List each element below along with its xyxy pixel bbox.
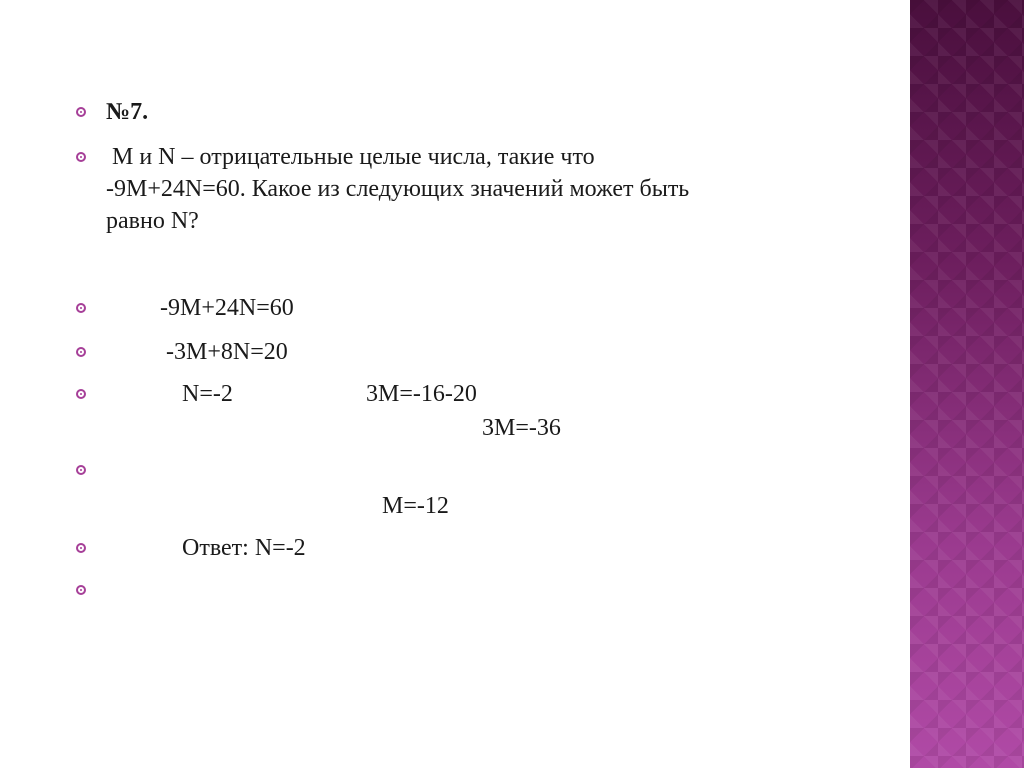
slide-content bbox=[76, 0, 896, 768]
statement-line-3: равно N? bbox=[106, 208, 199, 234]
bullet-icon bbox=[76, 107, 86, 117]
equation-2: -3M+8N=20 bbox=[166, 339, 288, 365]
answer: Ответ: N=-2 bbox=[182, 535, 306, 561]
equation-1: -9M+24N=60 bbox=[160, 295, 294, 321]
statement-line-2: -9M+24N=60. Какое из следующих значений может быть bbox=[106, 176, 690, 202]
problem-number: №7. bbox=[106, 99, 149, 125]
bullet-icon bbox=[76, 347, 86, 357]
bullet-icon bbox=[76, 543, 86, 553]
statement-line-1: M и N – отрицательные целые числа, такие что bbox=[106, 144, 595, 170]
bullet-icon bbox=[76, 389, 86, 399]
m-value: M=-12 bbox=[382, 493, 449, 519]
n-value: N=-2 bbox=[182, 381, 233, 407]
bullet-icon bbox=[76, 465, 86, 475]
bullet-icon bbox=[76, 585, 86, 595]
step-2: 3M=-36 bbox=[482, 415, 561, 441]
bullet-icon bbox=[76, 303, 86, 313]
decorative-side-panel bbox=[910, 0, 1024, 768]
step-1: 3M=-16-20 bbox=[366, 381, 477, 407]
bullet-icon bbox=[76, 152, 86, 162]
